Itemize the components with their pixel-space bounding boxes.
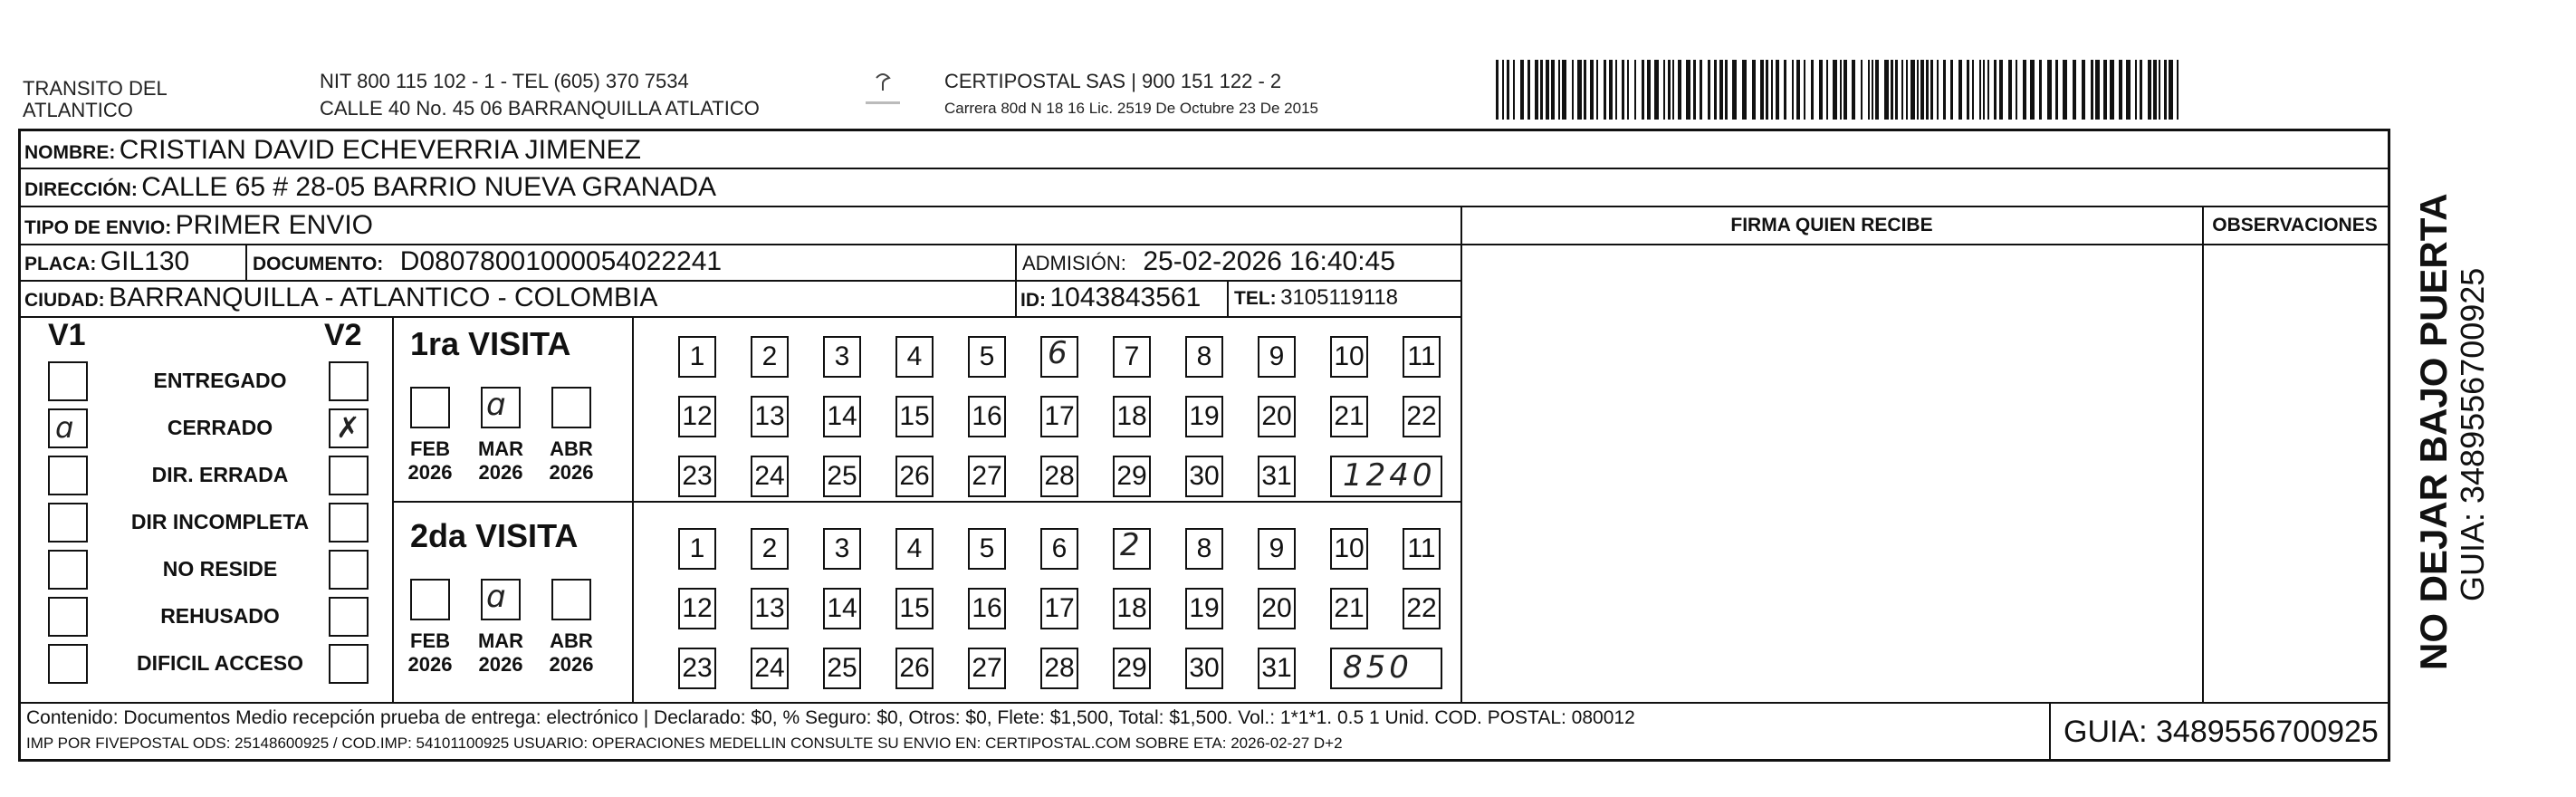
day-box[interactable]: 9 — [1258, 528, 1296, 570]
day-box[interactable]: 17 — [1040, 588, 1078, 629]
v1-mark: ɑ — [55, 410, 74, 445]
status-label: REHUSADO — [160, 604, 280, 628]
document-label: DOCUMENTO: — [253, 254, 384, 274]
month-label — [544, 629, 599, 677]
month-label — [474, 437, 528, 485]
signature-header-text: FIRMA QUIEN RECIBE — [1730, 215, 1933, 235]
org-contact — [320, 71, 760, 120]
v1-checkbox[interactable] — [48, 408, 88, 448]
day-box[interactable]: 5 — [968, 336, 1006, 378]
v1-checkbox[interactable] — [48, 503, 88, 543]
status-label: ENTREGADO — [153, 369, 287, 392]
signature-header — [1460, 211, 2203, 242]
day-box[interactable]: 3 — [823, 336, 861, 378]
status-label: DIFICIL ACCESO — [136, 651, 303, 675]
address-label: DIRECCIÓN: — [24, 179, 138, 200]
barcode — [1496, 60, 2184, 120]
day-box[interactable]: 15 — [895, 588, 934, 629]
city-value: BARRANQUILLA - ATLANTICO - COLOMBIA — [109, 283, 658, 312]
month-year: 2026 — [478, 653, 523, 676]
month-year: 2026 — [407, 461, 453, 484]
admission-row — [1022, 247, 1395, 281]
day-box[interactable]: 16 — [968, 588, 1006, 629]
address-row — [24, 173, 716, 206]
shipment-type: PRIMER ENVIO — [175, 210, 374, 240]
day-box[interactable]: 14 — [823, 588, 861, 629]
month-checkbox[interactable] — [410, 387, 450, 428]
month-name: FEB — [410, 629, 450, 652]
v1-header: V1 — [48, 318, 86, 352]
month-checkbox[interactable] — [481, 387, 521, 428]
footer-imp: IMP POR FIVEPOSTAL ODS: 25148600925 / COD.IMP: 54101100925 USUARIO: OPERACIONES MEDELLIN CONSULTE SU ENVIO EN: CERTIPOSTAL.COM SOBRE ETA: 2026-02-27 D+2 — [26, 735, 1343, 752]
visit-title: 2da VISITA — [410, 517, 579, 554]
day-box[interactable]: 24 — [751, 648, 789, 689]
day-box[interactable]: 5 — [968, 528, 1006, 570]
nit-text: NIT 800 115 102 - 1 - TEL (605) 370 7534 — [320, 70, 689, 92]
day-box[interactable]: 1 — [678, 336, 716, 378]
month-label — [474, 629, 528, 677]
day-box[interactable]: 4 — [895, 528, 934, 570]
v2-checkbox[interactable] — [329, 408, 369, 448]
tel-value: 3105119118 — [1280, 285, 1399, 310]
footer-guia: GUIA: 3489556700925 — [2064, 715, 2379, 749]
v1-checkbox[interactable] — [48, 456, 88, 495]
org-line-1: TRANSITO DEL — [23, 77, 168, 100]
day-box[interactable]: 19 — [1185, 588, 1223, 629]
day-box[interactable]: 13 — [751, 588, 789, 629]
footer-contents: Contenido: Documentos Medio recepción prueba de entrega: electrónico | Declarado: $0, % Seguro: $0, Otros: $0, Flete: $1,500, Total: $1,500. Vol.: 1*1*1. 0.5 1 Unid. COD. POSTAL: 080012 — [26, 707, 1635, 728]
org-address: CALLE 40 No. 45 06 BARRANQUILLA ATLATICO — [320, 97, 760, 120]
v2-checkbox[interactable] — [329, 456, 369, 495]
day-box[interactable]: 16 — [968, 396, 1006, 437]
day-box[interactable]: 31 — [1258, 648, 1296, 689]
day-box[interactable]: 13 — [751, 396, 789, 437]
day-box[interactable] — [1040, 336, 1078, 378]
month-year: 2026 — [549, 653, 594, 676]
day-mark: 6 — [1048, 335, 1068, 371]
day-box[interactable]: 26 — [895, 648, 934, 689]
time-mark: 850 — [1343, 649, 1412, 686]
name-label: NOMBRE: — [24, 142, 116, 163]
month-year: 2026 — [407, 653, 453, 676]
org-name — [23, 78, 168, 121]
day-box[interactable]: 25 — [823, 648, 861, 689]
admission-value: 25-02-2026 16:40:45 — [1143, 246, 1395, 276]
month-name: MAR — [477, 629, 524, 652]
type-label: TIPO DE ENVIO: — [24, 217, 172, 238]
day-box[interactable]: 21 — [1330, 396, 1368, 437]
day-box[interactable]: 18 — [1113, 396, 1151, 437]
v1-checkbox[interactable] — [48, 597, 88, 637]
time-mark: 1240 — [1343, 457, 1436, 494]
month-checkbox[interactable] — [410, 579, 450, 620]
v2-header: V2 — [324, 318, 362, 352]
observations-header-text: OBSERVACIONES — [2212, 215, 2378, 235]
day-box[interactable]: 24 — [751, 456, 789, 497]
day-box[interactable]: 10 — [1330, 528, 1368, 570]
admission-label: ADMISIÓN: — [1022, 252, 1126, 274]
day-box[interactable] — [1113, 528, 1151, 570]
day-box[interactable]: 18 — [1113, 588, 1151, 629]
month-year: 2026 — [478, 461, 523, 484]
month-checkbox[interactable] — [481, 579, 521, 620]
day-box[interactable]: 28 — [1040, 648, 1078, 689]
company-name: CERTIPOSTAL SAS | 900 151 122 - 2 — [944, 70, 1282, 92]
month-year: 2026 — [549, 461, 594, 484]
observations-header — [2202, 211, 2388, 242]
month-label — [403, 437, 457, 485]
month-label — [544, 437, 599, 485]
day-box[interactable]: 23 — [678, 456, 716, 497]
time-box[interactable] — [1330, 648, 1442, 689]
day-box[interactable]: 21 — [1330, 588, 1368, 629]
month-checkbox[interactable] — [551, 579, 591, 620]
name-row — [24, 136, 641, 169]
day-box[interactable]: 9 — [1258, 336, 1296, 378]
delivery-form — [18, 129, 2390, 762]
day-box[interactable]: 20 — [1258, 588, 1296, 629]
tel-label: TEL: — [1234, 288, 1277, 309]
day-box[interactable]: 28 — [1040, 456, 1078, 497]
side-guia: GUIA: 3489556700925 — [2454, 267, 2491, 601]
month-mark: ɑ — [486, 579, 506, 615]
recipient-name: CRISTIAN DAVID ECHEVERRIA JIMENEZ — [119, 135, 641, 165]
day-box[interactable]: 10 — [1330, 336, 1368, 378]
day-box[interactable]: 27 — [968, 456, 1006, 497]
id-row — [1020, 283, 1201, 317]
status-label: DIR. ERRADA — [151, 463, 289, 486]
day-box[interactable]: 1 — [678, 528, 716, 570]
month-label — [403, 629, 457, 677]
day-box[interactable]: 12 — [678, 588, 716, 629]
day-box[interactable]: 2 — [751, 336, 789, 378]
v2-checkbox[interactable] — [329, 597, 369, 637]
status-label: CERRADO — [167, 416, 273, 439]
v2-checkbox[interactable] — [329, 503, 369, 543]
day-mark: 2 — [1120, 527, 1140, 563]
v2-checkbox[interactable] — [329, 550, 369, 590]
org-line-2: ATLANTICO — [23, 99, 133, 121]
day-box[interactable]: 14 — [823, 396, 861, 437]
tel-row — [1234, 283, 1398, 315]
day-box[interactable]: 7 — [1113, 336, 1151, 378]
day-box[interactable]: 29 — [1113, 648, 1151, 689]
status-label: NO RESIDE — [162, 557, 278, 581]
day-box[interactable]: 22 — [1403, 588, 1441, 629]
side-warning: NO DEJAR BAJO PUERTA — [2412, 193, 2455, 670]
document-row — [253, 247, 722, 281]
company-logo — [851, 71, 915, 116]
plate-label: PLACA: — [24, 254, 97, 274]
time-box[interactable] — [1330, 456, 1442, 497]
v2-mark: ✗ — [336, 410, 360, 445]
day-box[interactable]: 4 — [895, 336, 934, 378]
id-label: ID: — [1020, 290, 1046, 311]
city-row — [24, 283, 657, 317]
day-box[interactable]: 30 — [1185, 648, 1223, 689]
visit-title: 1ra VISITA — [410, 325, 571, 362]
company-license: Carrera 80d N 18 16 Lic. 2519 De Octubre 23 De 2015 — [944, 100, 1318, 117]
v2-checkbox[interactable] — [329, 361, 369, 401]
day-box[interactable]: 26 — [895, 456, 934, 497]
month-name: MAR — [477, 437, 524, 460]
month-checkbox[interactable] — [551, 387, 591, 428]
day-box[interactable]: 17 — [1040, 396, 1078, 437]
document-value: D08078001000054022241 — [399, 246, 723, 276]
day-box[interactable]: 12 — [678, 396, 716, 437]
day-box[interactable]: 15 — [895, 396, 934, 437]
day-box[interactable]: 25 — [823, 456, 861, 497]
v1-checkbox[interactable] — [48, 644, 88, 684]
type-row — [24, 211, 373, 245]
city-label: CIUDAD: — [24, 290, 105, 311]
day-box[interactable]: 2 — [751, 528, 789, 570]
v1-checkbox[interactable] — [48, 550, 88, 590]
v1-checkbox[interactable] — [48, 361, 88, 401]
day-box[interactable]: 22 — [1403, 396, 1441, 437]
day-box[interactable]: 20 — [1258, 396, 1296, 437]
plate-row — [24, 247, 189, 281]
day-box[interactable]: 8 — [1185, 336, 1223, 378]
day-box[interactable]: 19 — [1185, 396, 1223, 437]
day-box[interactable]: 30 — [1185, 456, 1223, 497]
v2-checkbox[interactable] — [329, 644, 369, 684]
month-name: ABR — [550, 437, 593, 460]
day-box[interactable]: 3 — [823, 528, 861, 570]
day-box[interactable]: 11 — [1403, 336, 1441, 378]
company-info — [944, 71, 1318, 118]
day-box[interactable]: 29 — [1113, 456, 1151, 497]
recipient-address: CALLE 65 # 28-05 BARRIO NUEVA GRANADA — [141, 172, 716, 202]
plate-value: GIL130 — [100, 246, 190, 276]
day-box[interactable]: 31 — [1258, 456, 1296, 497]
day-box[interactable]: 6 — [1040, 528, 1078, 570]
day-box[interactable]: 27 — [968, 648, 1006, 689]
id-value: 1043843561 — [1049, 283, 1202, 312]
month-name: ABR — [550, 629, 593, 652]
day-box[interactable]: 11 — [1403, 528, 1441, 570]
status-label: DIR INCOMPLETA — [130, 510, 310, 533]
day-box[interactable]: 23 — [678, 648, 716, 689]
day-box[interactable]: 8 — [1185, 528, 1223, 570]
month-mark: ɑ — [486, 387, 506, 423]
month-name: FEB — [410, 437, 450, 460]
